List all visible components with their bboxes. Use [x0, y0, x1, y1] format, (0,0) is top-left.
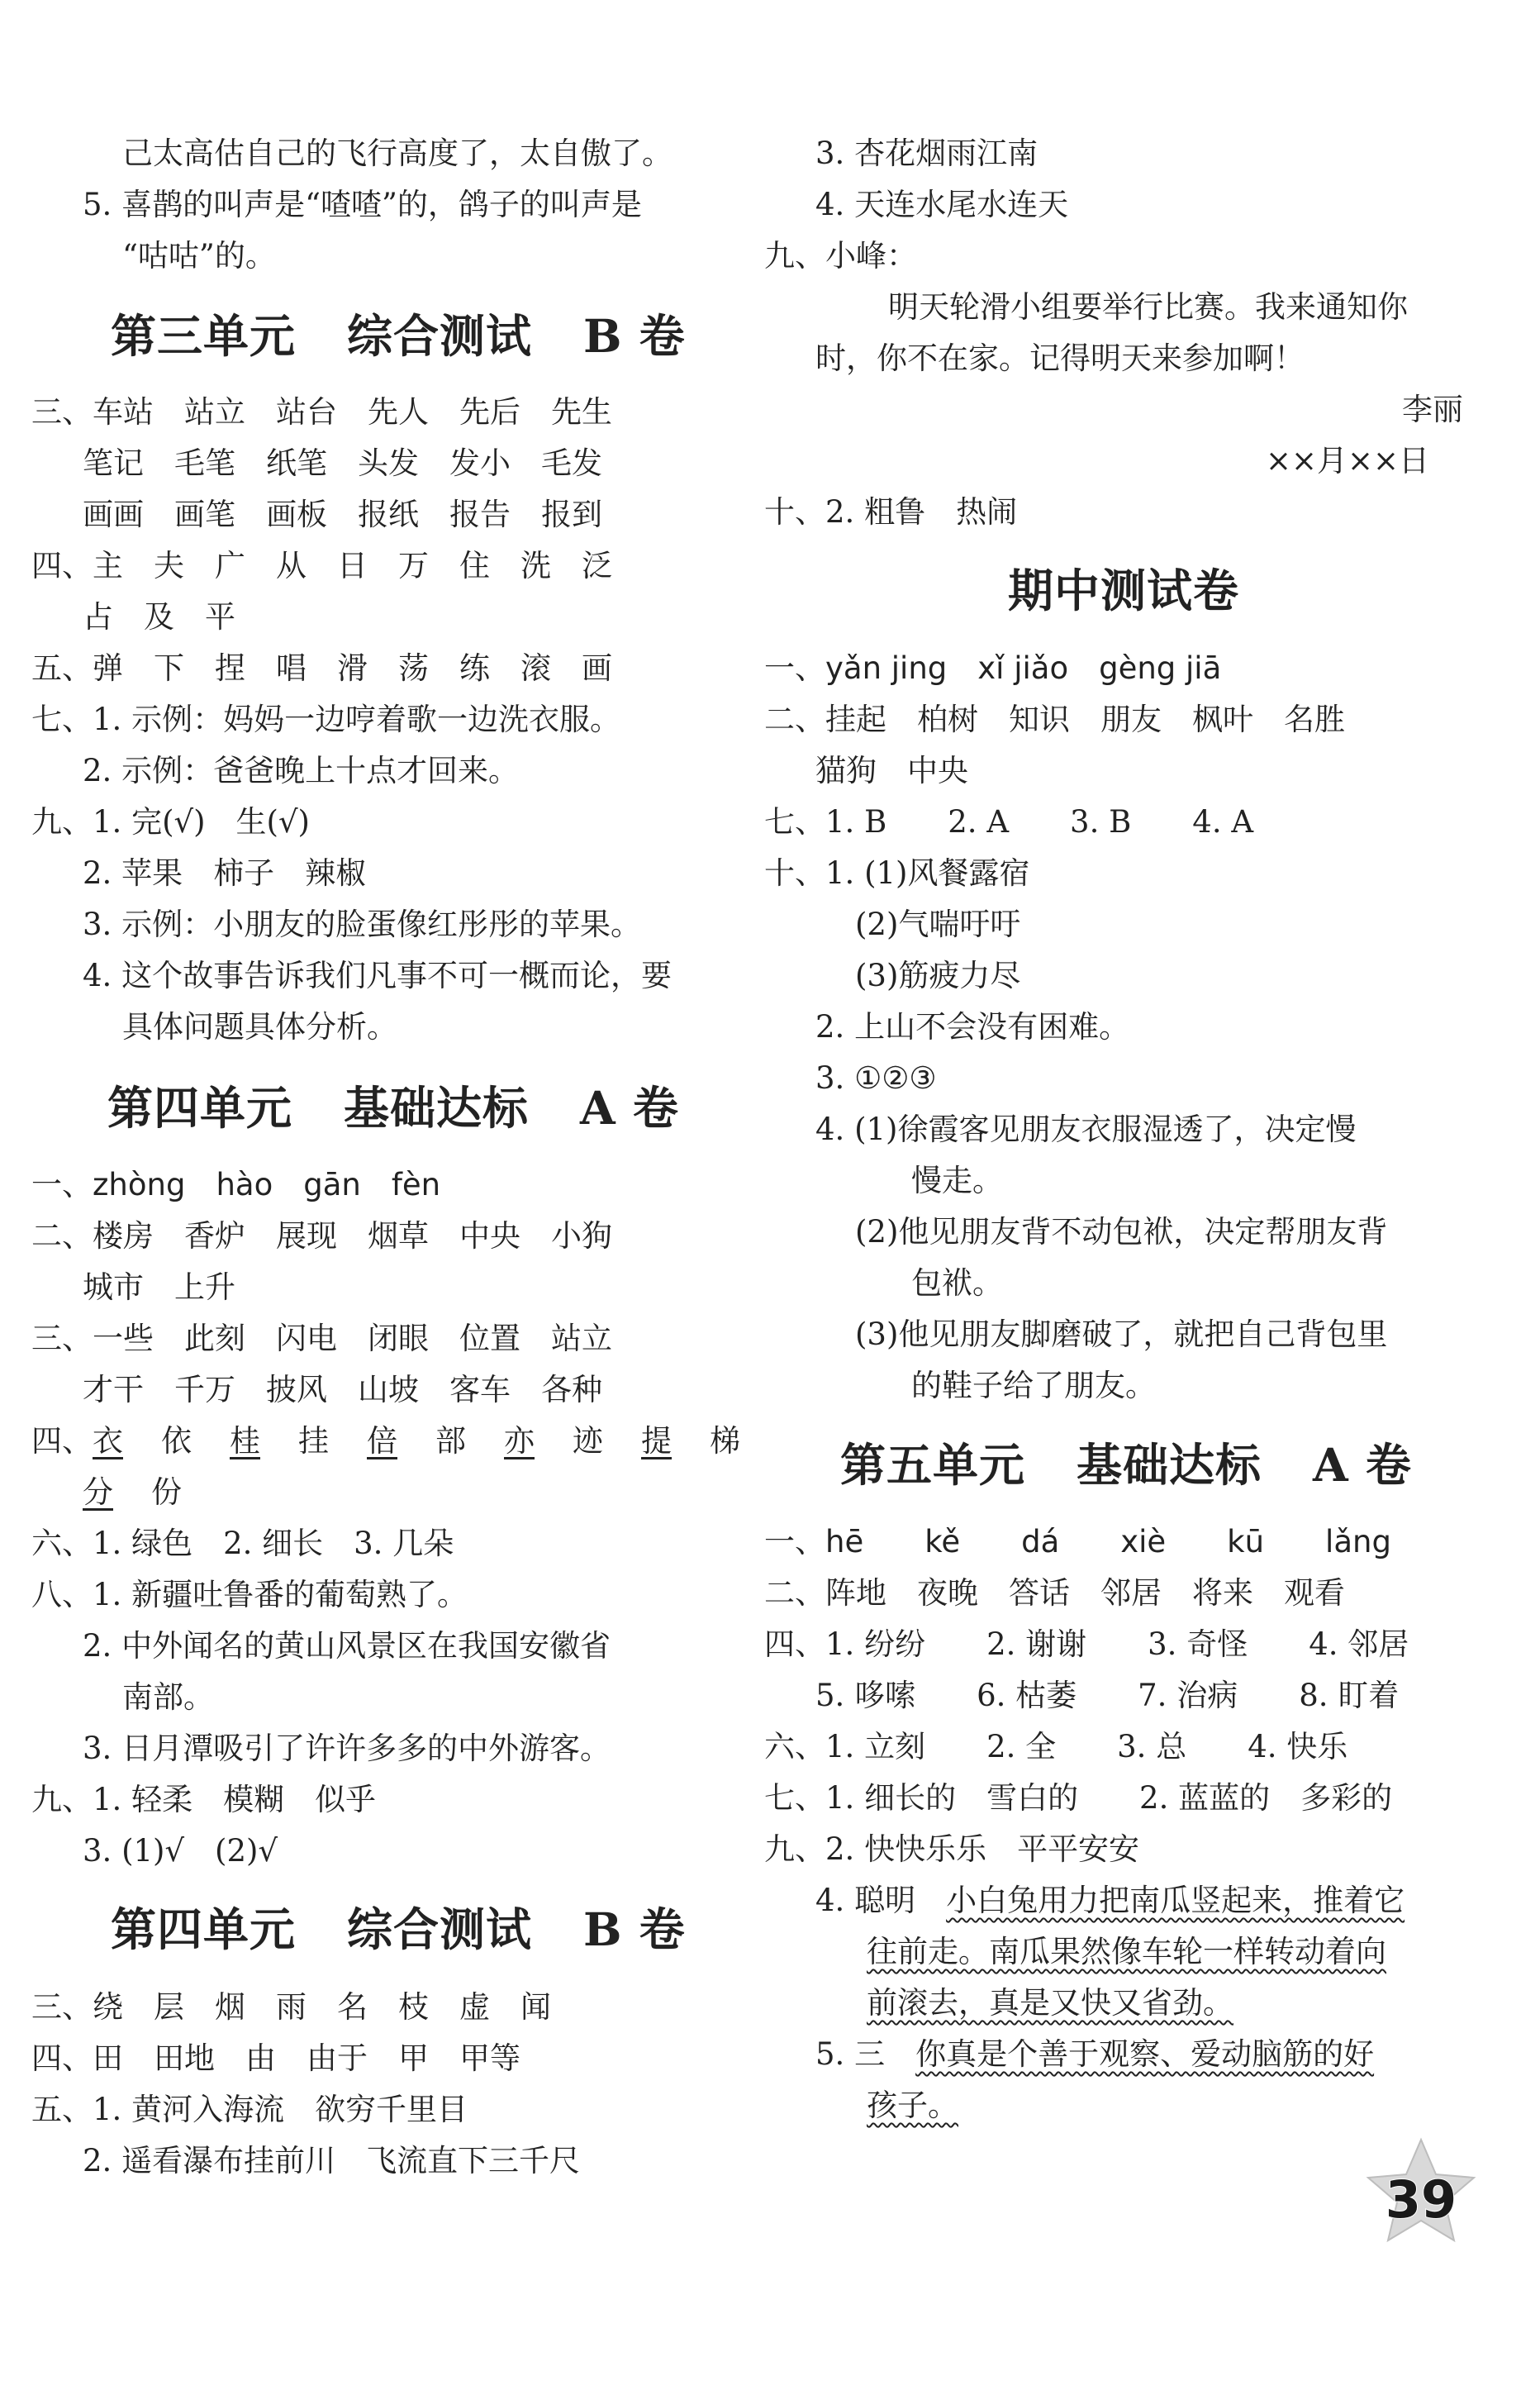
underlined-char: 亦 [504, 1423, 535, 1459]
text-line: 六、1. 立刻 2. 全 3. 总 4. 快乐 [764, 1729, 1348, 1764]
wavy-underlined-text: 孩子。 [867, 2088, 958, 2123]
text-line: 十、2. 粗鲁 热闹 [764, 494, 1018, 530]
section-heading: 第四单元 基础达标 A 卷 [107, 1081, 679, 1135]
wavy-underlined-text: 你真是个善于观察、爱动脑筋的好 [915, 2036, 1375, 2072]
underlined-char: 提 [641, 1423, 672, 1459]
text-line: 笔记 毛笔 纸笔 头发 发小 毛发 [83, 445, 602, 481]
text-line: (3)他见朋友脚磨破了，就把自己背包里 [855, 1317, 1388, 1352]
text-line: (2)他见朋友背不动包袱，决定帮朋友背 [855, 1214, 1388, 1250]
text-line: 猫狗 中央 [815, 753, 968, 788]
section-heading: 第三单元 综合测试 B 卷 [111, 309, 686, 363]
text-line: 画画 画笔 画板 报纸 报告 报到 [83, 497, 602, 532]
text-line: 一、yǎn jing xǐ jiǎo gèng jiā [764, 650, 1222, 686]
text-line: 2. 示例：爸爸晚上十点才回来。 [83, 753, 520, 788]
text-line: 占 及 平 [83, 599, 235, 635]
text-line: 3. 示例：小朋友的脸蛋像红彤彤的苹果。 [83, 907, 642, 942]
text-line: 5. 三 你真是个善于观察、爱动脑筋的好 [815, 2035, 1374, 2074]
underlined-char: 分 [83, 1474, 113, 1510]
section-heading: 第四单元 综合测试 B 卷 [111, 1902, 686, 1956]
text-line: 五、弹 下 捏 唱 滑 荡 练 滚 画 [31, 650, 612, 686]
text-line: 2. 中外闻名的黄山风景区在我国安徽省 [83, 1628, 611, 1664]
text-line: 4. 这个故事告诉我们凡事不可一概而论，要 [83, 958, 673, 993]
text-line: 四、田 田地 由 由于 甲 甲等 [31, 2040, 520, 2076]
text-line: 九、1. 完(√) 生(√) [31, 804, 310, 840]
text-line: 的鞋子给了朋友。 [911, 1368, 1156, 1403]
text-line: 三、一些 此刻 闪电 闭眼 位置 站立 [31, 1321, 612, 1356]
text-line: 三、绕 层 烟 雨 名 枝 虚 闻 [31, 1989, 551, 2025]
underlined-char: 桂 [230, 1423, 260, 1459]
text-line: 4. 天连水尾水连天 [815, 187, 1069, 222]
text-line: 2. 苹果 柿子 辣椒 [83, 855, 367, 891]
text-line: 5. 喜鹊的叫声是“喳喳”的，鸽子的叫声是 [83, 187, 642, 222]
text-line: 三、车站 站立 站台 先人 先后 先生 [31, 394, 612, 430]
text-line: 九、1. 轻柔 模糊 似乎 [31, 1782, 377, 1817]
text-line: 二、挂起 柏树 知识 朋友 枫叶 名胜 [764, 702, 1345, 737]
text-line: 4. (1)徐霞客见朋友衣服湿透了，决定慢 [815, 1112, 1357, 1147]
wavy-underlined-text: 往前走。南瓜果然像车轮一样转动着向 [867, 1934, 1386, 1969]
text-line: 具体问题具体分析。 [122, 1009, 397, 1045]
text-line: 时，你不在家。记得明天来参加啊！ [815, 340, 1305, 376]
text-line: 二、阵地 夜晚 答话 邻居 将来 观看 [764, 1575, 1345, 1611]
text-line: 2. 上山不会没有困难。 [815, 1009, 1130, 1045]
signature-name: 李丽 [1402, 392, 1463, 427]
text-line: 3. 日月潭吸引了许许多多的中外游客。 [83, 1731, 611, 1766]
text-line: 5. 哆嗦 6. 枯萎 7. 治病 8. 盯着 [815, 1678, 1400, 1713]
text-line: 七、1. B 2. A 3. B 4. A [764, 804, 1254, 840]
text-line: (2)气喘吁吁 [855, 907, 1021, 942]
text-line: 二、楼房 香炉 展现 烟草 中央 小狗 [31, 1218, 612, 1254]
text-line: 慢走。 [911, 1163, 1003, 1198]
text-line: 八、1. 新疆吐鲁番的葡萄熟了。 [31, 1577, 468, 1612]
page-number: 39 [1385, 2169, 1457, 2230]
text-line: 四、主 夫 广 从 日 万 住 洗 泛 [31, 548, 612, 583]
text-line: 分 份 [83, 1473, 182, 1512]
text-line: 四、1. 纷纷 2. 谢谢 3. 奇怪 4. 邻居 [764, 1626, 1409, 1662]
text-line: 己太高估自己的飞行高度了，太自傲了。 [122, 136, 673, 171]
text-line: 四、衣 依 桂 挂 倍 部 亦 迹 提 梯 [31, 1421, 740, 1461]
text-line: 一、zhòng hào gān fèn [31, 1167, 441, 1202]
text-line: 3. (1)√ (2)√ [83, 1833, 278, 1869]
text-line: 南部。 [122, 1679, 214, 1715]
text-line: 六、1. 绿色 2. 细长 3. 几朵 [31, 1526, 454, 1561]
text-line: 明天轮滑小组要举行比赛。我来通知你 [888, 289, 1408, 325]
text-line: (3)筋疲力尽 [855, 958, 1021, 993]
text-line: 3. 杏花烟雨江南 [815, 136, 1039, 171]
text-line: 七、1. 细长的 雪白的 2. 蓝蓝的 多彩的 [764, 1780, 1393, 1816]
text-line: 城市 上升 [83, 1269, 235, 1305]
wavy-underlined-text: 前滚去，真是又快又省劲。 [867, 1985, 1233, 2021]
wavy-underlined-text: 小白兔用力把南瓜竖起来，推着它 [946, 1883, 1405, 1918]
underlined-char: 倍 [367, 1423, 397, 1459]
text-line: 九、2. 快快乐乐 平平安安 [764, 1831, 1140, 1867]
underlined-char: 衣 [93, 1423, 123, 1459]
text-line: 七、1. 示例：妈妈一边哼着歌一边洗衣服。 [31, 702, 621, 737]
text-line: “咕咕”的。 [122, 238, 276, 274]
text-line: 一、hē kě dá xiè kū lǎng [764, 1524, 1391, 1559]
section-heading: 期中测试卷 [1008, 564, 1240, 617]
text-line: 2. 遥看瀑布挂前川 飞流直下三千尺 [83, 2143, 581, 2178]
text-line: 十、1. (1)风餐露宿 [764, 855, 1030, 891]
page-number-badge [1363, 2136, 1479, 2260]
text-line: 九、小峰： [764, 238, 917, 274]
text-line: 五、1. 黄河入海流 欲穷千里目 [31, 2092, 468, 2127]
text-line: 包袱。 [911, 1265, 1003, 1301]
text-line: 4. 聪明 小白兔用力把南瓜竖起来，推着它 [815, 1881, 1405, 1921]
signature-date: ××月××日 [1266, 443, 1430, 479]
section-heading: 第五单元 基础达标 A 卷 [840, 1438, 1412, 1492]
text-line: 3. ①②③ [815, 1060, 937, 1096]
text-line: 才干 千万 披风 山坡 客车 各种 [83, 1372, 602, 1407]
